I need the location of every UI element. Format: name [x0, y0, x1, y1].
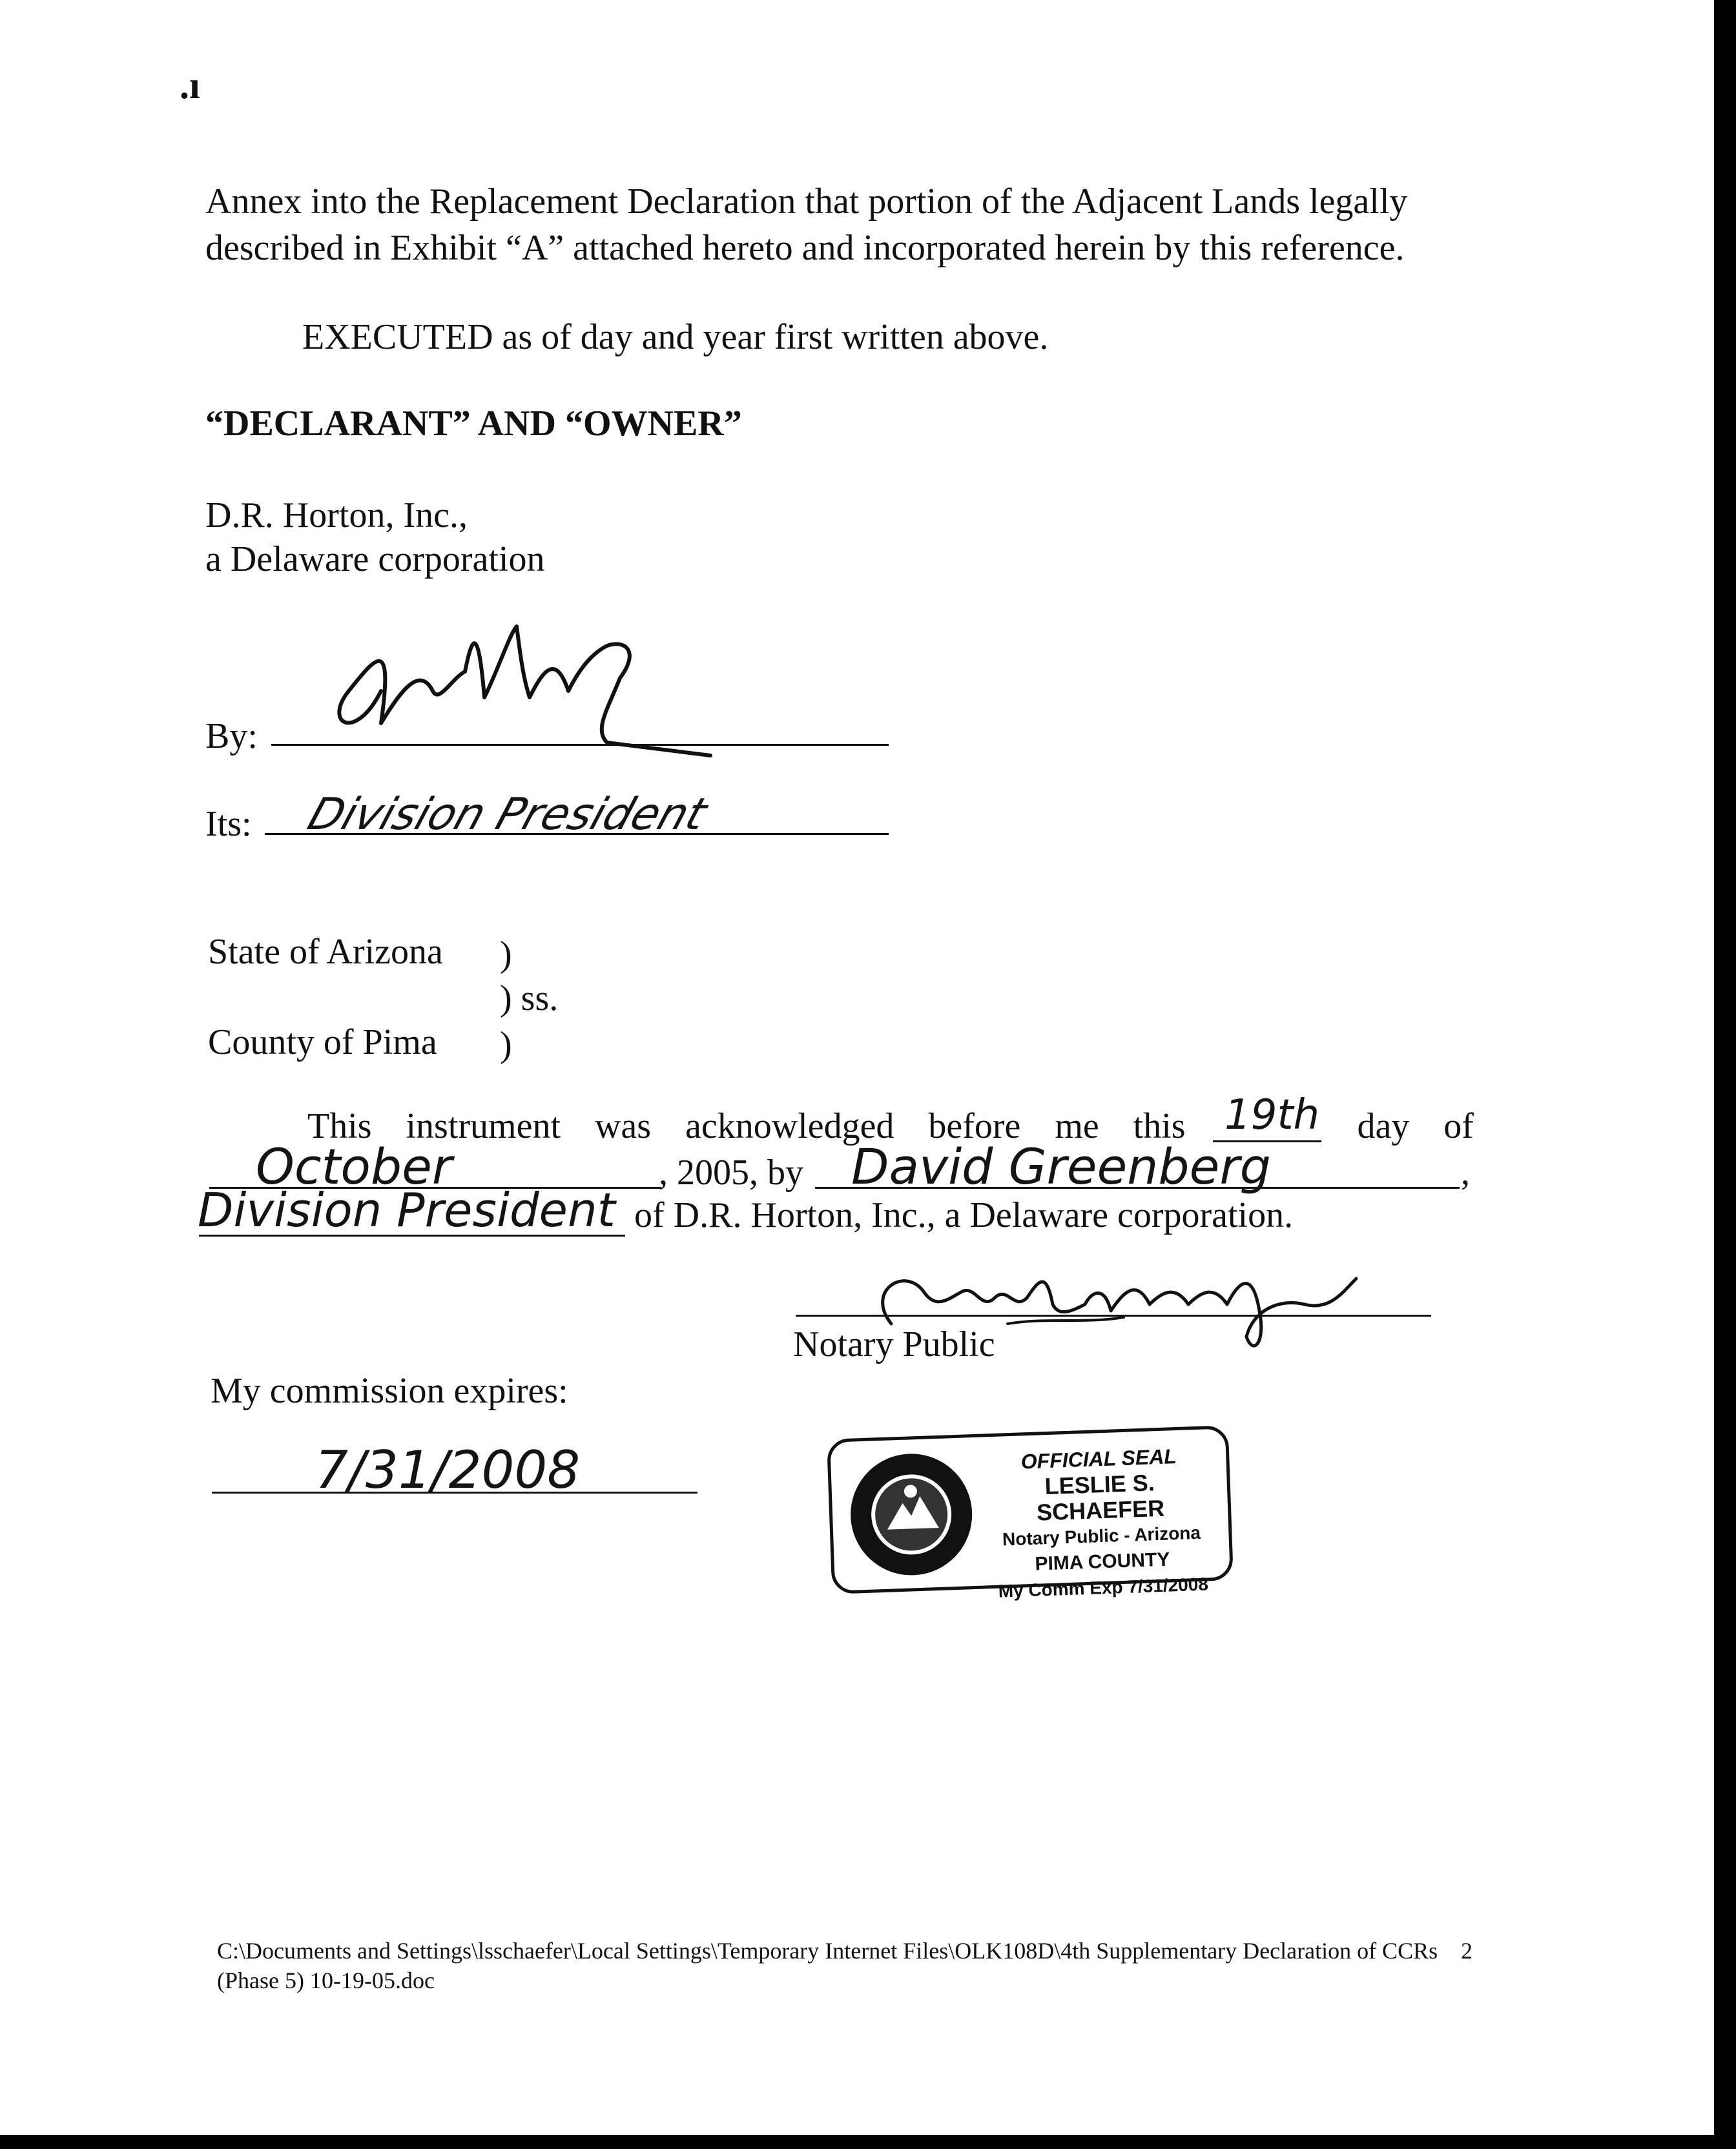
- scan-edge-bottom: [0, 2135, 1736, 2149]
- scan-edge-right: [1714, 0, 1736, 2149]
- company-name: D.R. Horton, Inc.,: [205, 495, 468, 535]
- venue-paren-2: ): [500, 1025, 512, 1065]
- annex-line-1: Annex into the Replacement Declaration that portion of the Adjacent Lands legally: [205, 181, 1408, 221]
- stray-marks: .ı: [180, 64, 200, 107]
- ack-word: this: [1133, 1106, 1186, 1146]
- page-number: 2: [1461, 1938, 1472, 1964]
- ack-word: before: [928, 1106, 1021, 1146]
- ack-word: instrument: [406, 1106, 561, 1146]
- official-seal-stamp: [827, 1425, 1234, 1601]
- company-text: of D.R. Horton, Inc., a Delaware corporation.: [634, 1195, 1294, 1235]
- venue-county: County of Pima: [208, 1022, 437, 1062]
- its-label: Its:: [205, 804, 252, 844]
- year-text: , 2005, by: [659, 1153, 803, 1193]
- ack-word: acknowledged: [685, 1106, 894, 1146]
- state-seal-icon: [846, 1449, 977, 1580]
- ack-word: This: [307, 1106, 372, 1146]
- annex-line-2: described in Exhibit “A” attached hereto and incorporated herein by this reference.: [205, 228, 1405, 268]
- notary-line: [796, 1315, 1431, 1317]
- its-value: Division President: [302, 789, 713, 840]
- title-value: Division President: [198, 1183, 615, 1237]
- month-value: October: [256, 1138, 453, 1195]
- venue-paren-1: ): [500, 934, 512, 974]
- seal-line-3: Notary Public - Arizona: [1002, 1522, 1201, 1550]
- day-value: 19th: [1224, 1091, 1320, 1139]
- notary-label: Notary Public: [793, 1324, 995, 1364]
- by-label: By:: [205, 716, 258, 756]
- signer-value: David Greenberg: [851, 1138, 1271, 1195]
- venue-state: State of Arizona: [208, 932, 443, 972]
- commission-label: My commission expires:: [211, 1371, 568, 1411]
- seal-text: [979, 1442, 1223, 1605]
- signer-comma: ,: [1461, 1153, 1470, 1193]
- ack-word: was: [594, 1106, 652, 1146]
- declarant-signature: [304, 594, 717, 762]
- executed-line: EXECUTED as of day and year first written above.: [302, 317, 1049, 357]
- venue-ss: ) ss.: [500, 978, 559, 1018]
- declarant-heading: “DECLARANT” AND “OWNER”: [205, 404, 742, 444]
- commission-value: 7/31/2008: [315, 1440, 581, 1500]
- seal-line-2: LESLIE S. SCHAEFER: [1036, 1469, 1165, 1526]
- footer-file-path: C:\Documents and Settings\lsschaefer\Local Settings\Temporary Internet Files\OLK108D\4th Supplementary Declaration of CCRs (Phase 5) 10-19-05.doc: [217, 1938, 1438, 1993]
- seal-line-5: My Comm Exp 7/31/2008: [998, 1574, 1209, 1601]
- by-line: [271, 744, 889, 746]
- ack-word: day: [1357, 1106, 1410, 1146]
- company-type: a Delaware corporation: [205, 539, 545, 579]
- seal-line-4: PIMA COUNTY: [1034, 1548, 1170, 1575]
- ack-word: me: [1055, 1106, 1099, 1146]
- ack-word: of: [1443, 1106, 1474, 1146]
- seal-line-1: OFFICIAL SEAL: [1020, 1445, 1177, 1474]
